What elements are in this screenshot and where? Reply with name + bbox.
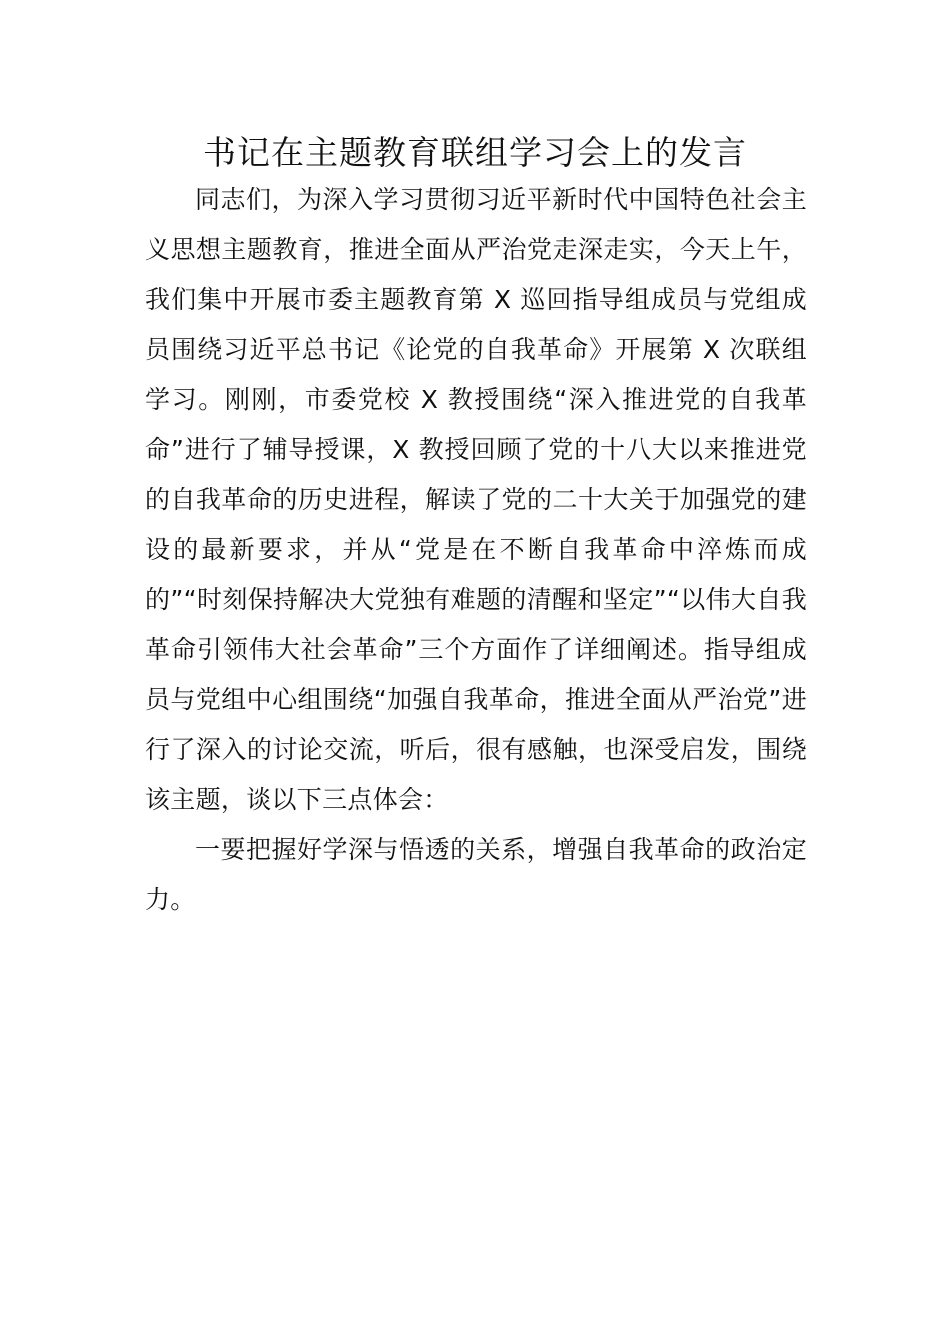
paragraph-point-one: 一要把握好学深与悟透的关系，增强自我革命的政治定力。 <box>145 835 807 914</box>
document-title: 书记在主题教育联组学习会上的发言 <box>203 133 747 172</box>
paragraph-intro: 同志们，为深入学习贯彻习近平新时代中国特色社会主义思想主题教育，推进全面从严治党走深走实，今天上午，我们集中开展市委主题教育第 X 巡回指导组成员与党组成员围绕习近平总书记《论党的自我革命》开展第 X 次联组学习。刚刚，市委党校 X 教授围绕“深入推进党的自我革命”进行了辅导授课，X 教授回顾了党的十八大以来推进党的自我革命的历史进程，解读了党的二十大关于加强党的建设的最新要求，并从“党是在不断自我革命中淬炼而成的”“时刻保持解决大党独有难题的清醒和坚定”“以伟大自我革命引领伟大社会革命”三个方面作了详细阐述。指导组成员与党组中心组围绕“加强自我革命，推进全面从严治党”进行了深入的讨论交流，听后，很有感触，也深受启发，围绕该主题，谈以下三点体会： <box>145 185 807 814</box>
